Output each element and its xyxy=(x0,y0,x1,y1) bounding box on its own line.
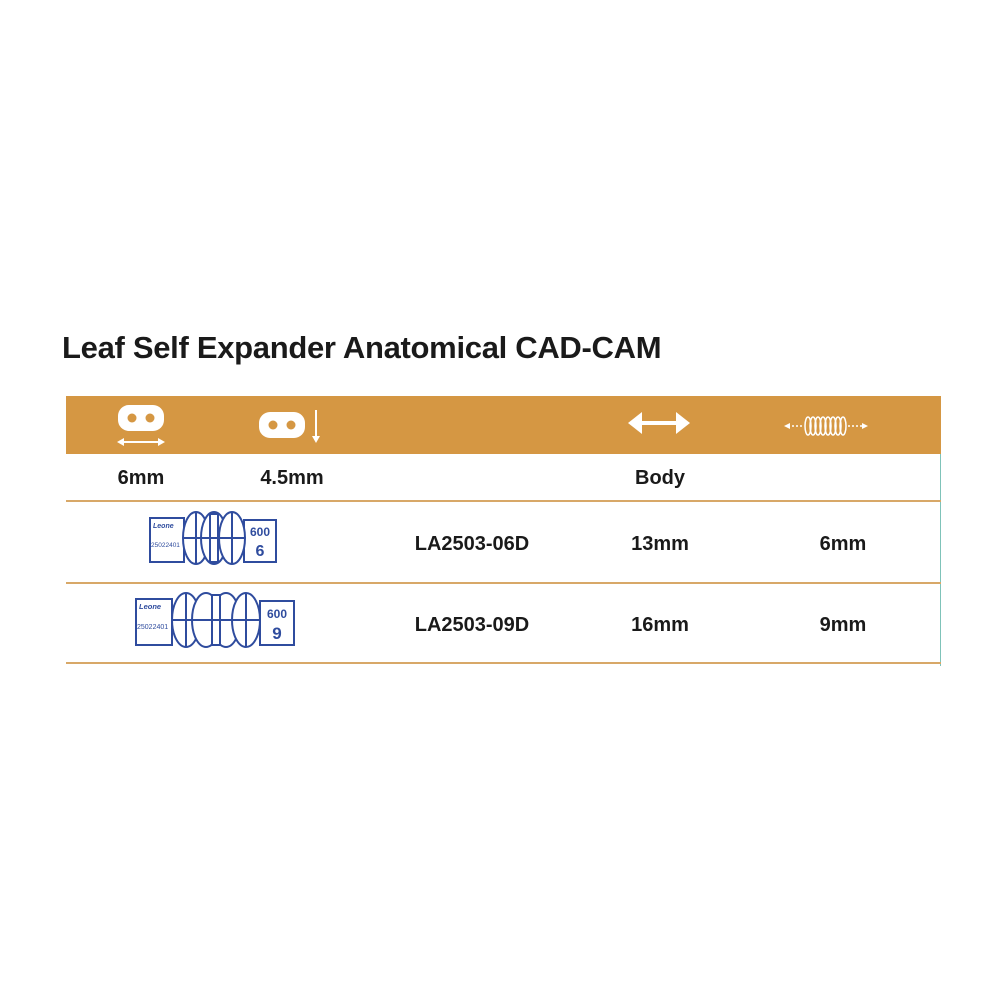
body-length-icon xyxy=(628,409,690,437)
row-divider xyxy=(66,662,941,664)
svg-text:Leone: Leone xyxy=(153,523,174,530)
header-label-body: Body xyxy=(635,467,685,489)
header-label-screw-width: 6mm xyxy=(117,467,165,489)
product-code: LA2503-09D xyxy=(414,614,530,636)
product-table xyxy=(66,396,941,666)
header-label-screw-depth: 4.5mm xyxy=(260,467,324,489)
svg-text:6: 6 xyxy=(255,543,265,560)
spring-icon xyxy=(784,415,868,437)
page-title: Leaf Self Expander Anatomical CAD-CAM xyxy=(62,330,662,365)
table-right-border xyxy=(940,454,941,666)
product-image-9 xyxy=(134,591,296,656)
body-length: 16mm xyxy=(631,614,689,636)
row-divider xyxy=(66,582,941,584)
svg-text:25022401: 25022401 xyxy=(151,542,180,549)
body-length: 13mm xyxy=(631,533,689,555)
product-code: LA2503-06D xyxy=(414,533,530,555)
row-divider xyxy=(66,500,941,502)
screw-depth-icon xyxy=(259,408,325,444)
expansion-value: 9mm xyxy=(819,614,867,636)
screw-width-icon xyxy=(115,405,167,449)
svg-text:25022401: 25022401 xyxy=(137,624,169,631)
svg-text:600: 600 xyxy=(266,607,288,621)
expansion-value: 6mm xyxy=(819,533,867,555)
product-image-6 xyxy=(148,510,278,573)
svg-text:600: 600 xyxy=(249,525,271,539)
svg-text:9: 9 xyxy=(272,624,282,643)
svg-text:Leone: Leone xyxy=(139,602,162,611)
